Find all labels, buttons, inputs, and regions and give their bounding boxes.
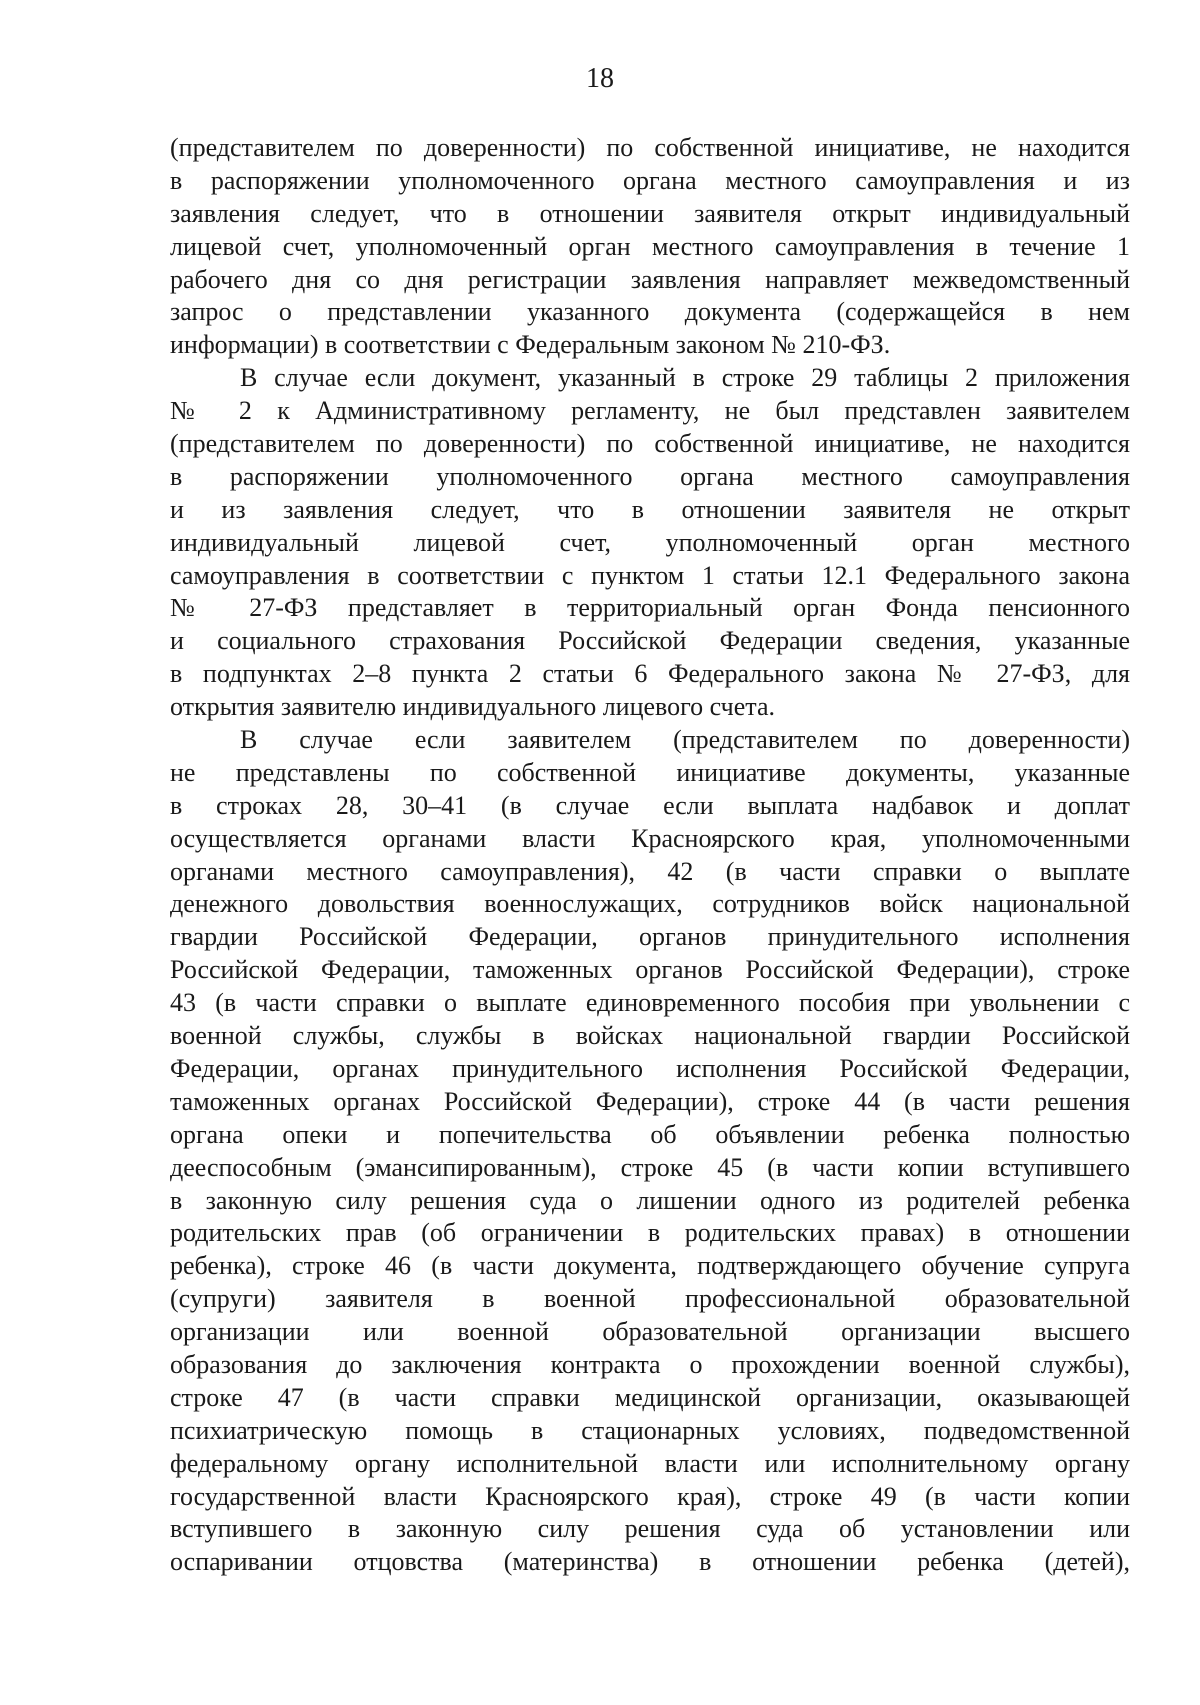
text-line: индивидуальный лицевой счет, уполномоченный орган местного xyxy=(170,527,1130,557)
text-line: органами местного самоуправления), 42 (в части справки о выплате xyxy=(170,856,1130,886)
text-line: в подпунктах 2–8 пункта 2 статьи 6 Федерального закона № 27-ФЗ, для xyxy=(170,659,1130,689)
text-line: в распоряжении уполномоченного органа местного самоуправления xyxy=(170,461,1130,491)
text-line: строке 47 (в части справки медицинской организации, оказывающей xyxy=(170,1382,1130,1412)
paragraph xyxy=(170,362,1130,724)
text-line: психиатрическую помощь в стационарных условиях, подведомственной xyxy=(170,1415,1130,1445)
text-line: запрос о представлении указанного документа (содержащейся в нем xyxy=(170,297,1130,327)
text-line: (представителем по доверенности) по собственной инициативе, не находится xyxy=(170,133,1130,162)
text-line: федеральному органу исполнительной власти или исполнительному органу xyxy=(170,1448,1130,1478)
text-line: № 2 к Административному регламенту, не был представлен заявителем xyxy=(170,396,1130,426)
paragraph xyxy=(170,724,1130,1579)
text-line: в законную силу решения суда о лишении одного из родителей ребенка xyxy=(170,1185,1130,1215)
text-line: 43 (в части справки о выплате единовременного пособия при увольнении с xyxy=(170,988,1130,1018)
paragraph xyxy=(170,132,1130,362)
text-line: гвардии Российской Федерации, органов принудительного исполнения xyxy=(170,922,1130,952)
text-line: самоуправления в соответствии с пунктом 1 статьи 12.1 Федерального закона xyxy=(170,560,1130,590)
text-line: рабочего дня со дня регистрации заявления направляет межведомственный xyxy=(170,264,1130,294)
text-line: лицевой счет, уполномоченный орган местного самоуправления в течение 1 xyxy=(170,231,1130,261)
text-line: (представителем по доверенности) по собственной инициативе, не находится xyxy=(170,429,1130,459)
text-line: военной службы, службы в войсках национальной гвардии Российской xyxy=(170,1021,1130,1051)
text-line: вступившего в законную силу решения суда об установлении или xyxy=(170,1514,1130,1544)
text-line: открытия заявителю индивидуального лицевого счета. xyxy=(170,692,776,722)
text-line: ребенка), строке 46 (в части документа, подтверждающего обучение супруга xyxy=(170,1251,1130,1281)
text-line: информации) в соответствии с Федеральным законом № 210-ФЗ. xyxy=(170,330,891,360)
text-line: Федерации, органах принудительного исполнения Российской Федерации, xyxy=(170,1053,1130,1083)
text-line: В случае если заявителем (представителем по доверенности) xyxy=(240,725,1130,755)
text-line: в строках 28, 30–41 (в случае если выплата надбавок и доплат xyxy=(170,790,1130,820)
text-line: государственной власти Красноярского края), строке 49 (в части копии xyxy=(170,1481,1130,1511)
page-number: 18 xyxy=(586,63,614,94)
text-line: оспаривании отцовства (материнства) в отношении ребенка (детей), xyxy=(170,1547,1130,1577)
text-line: осуществляется органами власти Красноярского края, уполномоченными xyxy=(170,823,1130,853)
document-body xyxy=(170,132,1130,1579)
text-line: образования до заключения контракта о прохождении военной службы), xyxy=(170,1349,1130,1379)
text-line: заявления следует, что в отношении заявителя открыт индивидуальный xyxy=(170,198,1130,228)
text-line: денежного довольствия военнослужащих, сотрудников войск национальной xyxy=(170,889,1130,919)
text-line: органа опеки и попечительства об объявлении ребенка полностью xyxy=(170,1119,1130,1149)
text-line: дееспособным (эмансипированным), строке 45 (в части копии вступившего xyxy=(170,1152,1130,1182)
text-line: организации или военной образовательной организации высшего xyxy=(170,1317,1130,1347)
text-line: таможенных органах Российской Федерации), строке 44 (в части решения xyxy=(170,1086,1130,1116)
text-line: (супруги) заявителя в военной профессиональной образовательной xyxy=(170,1284,1130,1314)
text-line: не представлены по собственной инициативе документы, указанные xyxy=(170,757,1130,787)
text-line: родительских прав (об ограничении в родительских правах) в отношении xyxy=(170,1218,1130,1248)
text-line: Российской Федерации, таможенных органов Российской Федерации), строке xyxy=(170,955,1130,985)
text-line: и социального страхования Российской Федерации сведения, указанные xyxy=(170,626,1130,656)
text-line: в распоряжении уполномоченного органа местного самоуправления и из xyxy=(170,165,1130,195)
text-line: В случае если документ, указанный в строке 29 таблицы 2 приложения xyxy=(240,363,1130,393)
text-line: и из заявления следует, что в отношении заявителя не открыт xyxy=(170,494,1130,524)
text-line: № 27-ФЗ представляет в территориальный орган Фонда пенсионного xyxy=(170,593,1130,623)
